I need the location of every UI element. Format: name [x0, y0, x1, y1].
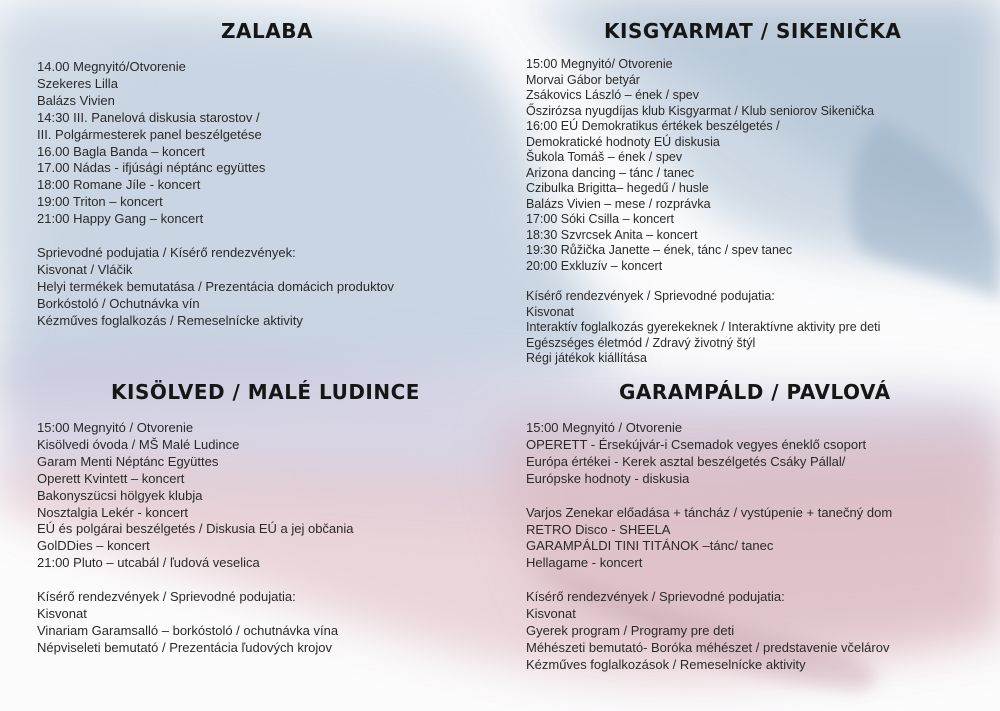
garampald-side-line: Kisvonat	[526, 606, 576, 622]
garampald-side-line: Kézműves foglalkozások / Remeselnícke aktivity	[526, 656, 806, 672]
zalaba-program-line: 18:00 Romane Jíle - koncert	[37, 177, 201, 193]
kisolved-text	[37, 420, 354, 657]
kisolved-program-line: Garam Menti Néptánc Együttes	[37, 453, 219, 469]
kisgyarmat-side-line: Egészséges életmód / Zdravý životný štýl	[526, 335, 756, 350]
zalaba-program-line: 17.00 Nádas - ifjúsági néptánc együttes	[37, 160, 266, 176]
kisgyarmat-program-line: Šukola Tomáš – ének / spev	[526, 150, 683, 164]
zalaba-program-line: 14:30 III. Panelová diskusia starostov /	[37, 109, 260, 125]
garampald-program-line: Európske hodnoty - diskusia	[526, 470, 690, 486]
garampald-program-line: 15:00 Megnyitó / Otvorenie	[526, 420, 683, 435]
kisgyarmat-program-line: 17:00 Sóki Csilla – koncert	[526, 212, 674, 226]
kisolved-side-line: Vinariam Garamsalló – borkóstoló / ochutnávka vína	[37, 622, 339, 638]
zalaba-program-line: 21:00 Happy Gang – koncert	[37, 211, 204, 227]
garampald-program-line: Hellagame - koncert	[526, 555, 643, 571]
garampald-title: GARAMPÁLD / PAVLOVÁ	[619, 380, 891, 404]
garampald-side-heading: Kísérő rendezvények / Sprievodné podujatia:	[526, 589, 785, 605]
kisgyarmat-side-line: Kisvonat	[526, 304, 574, 319]
garampald-side-line: Gyerek program / Programy pre deti	[526, 623, 735, 639]
garampald-program-line: GARAMPÁLDI TINI TITÁNOK –tánc/ tanec	[526, 538, 774, 554]
kisgyarmat-program-line: 16:00 EÚ Demokratikus értékek beszélgetés /	[526, 119, 780, 133]
kisgyarmat-side-line: Régi játékok kiállítása	[526, 351, 647, 365]
kisgyarmat-program-line: Czibulka Brigitta– hegedű / husle	[526, 181, 709, 195]
zalaba-text	[37, 59, 394, 330]
kisolved-side-line: Népviseleti bemutató / Prezentácia ľudových krojov	[37, 639, 332, 655]
zalaba-program-line: 14.00 Megnyitó/Otvorenie	[37, 59, 186, 74]
kisolved-side-line: Kisvonat	[37, 606, 87, 622]
zalaba-program-line: Balázs Vivien	[37, 92, 115, 108]
zalaba-title: ZALABA	[221, 19, 313, 43]
zalaba-program-line: 19:00 Triton – koncert	[37, 194, 163, 210]
kisgyarmat-side-line: Interaktív foglalkozás gyerekeknek / Interaktívne aktivity pre deti	[526, 320, 881, 334]
kisgyarmat-program-line: 18:30 Szvrcsek Anita – koncert	[526, 227, 698, 242]
kisgyarmat-program-line: 20:00 Exkluzív – koncert	[526, 258, 663, 273]
kisolved-program-line: Nosztalgia Lekér - koncert	[37, 504, 189, 520]
garampald-program-line: OPERETT - Érsekújvár-i Csemadok vegyes éneklő csoport	[526, 436, 867, 452]
kisolved-program-line: Operett Kvintett – koncert	[37, 470, 185, 486]
kisolved-program-line: GolDDies – koncert	[37, 538, 150, 554]
zalaba-program-line: Szekeres Lilla	[37, 75, 118, 91]
zalaba-side-line: Helyi termékek bemutatása / Prezentácia domácich produktov	[37, 278, 394, 294]
kisolved-side-heading: Kísérő rendezvények / Sprievodné podujatia:	[37, 589, 296, 605]
zalaba-side-line: Kisvonat / Vláčik	[37, 261, 133, 277]
kisgyarmat-program-line: Zsákovics László – ének / spev	[526, 88, 699, 102]
kisgyarmat-program-line: Őszirózsa nyugdíjas klub Kisgyarmat / Klub seniorov Sikenička	[526, 103, 875, 118]
kisolved-title: KISÖLVED / MALÉ LUDINCE	[111, 380, 420, 404]
kisolved-program-line: 15:00 Megnyitó / Otvorenie	[37, 420, 194, 435]
kisolved-program-line: Bakonyszücsi hölgyek klubja	[37, 487, 203, 503]
kisgyarmat-side-heading: Kísérő rendezvények / Sprievodné podujatia:	[526, 289, 775, 303]
kisgyarmat-program-line: Arizona dancing – tánc / tanec	[526, 165, 695, 180]
kisgyarmat-program-line: 15:00 Megnyitó/ Otvorenie	[526, 57, 673, 71]
kisgyarmat-program-line: Demokratické hodnoty EÚ diskusia	[526, 134, 720, 149]
kisgyarmat-program-line: 19:30 Růžička Janette – ének, tánc / spev tanec	[526, 243, 793, 257]
kisgyarmat-title: KISGYARMAT / SIKENIČKA	[604, 19, 902, 43]
zalaba-side-heading: Sprievodné podujatia / Kísérő rendezvények:	[37, 245, 296, 261]
kisolved-program-line: Kisölvedi óvoda / MŠ Malé Ludince	[37, 436, 240, 452]
zalaba-program-line: 16.00 Bagla Banda – koncert	[37, 143, 205, 159]
garampald-program-line: RETRO Disco - SHEELA	[526, 521, 671, 537]
kisolved-program-line: 21:00 Pluto – utcabál / ľudová veselica	[37, 555, 260, 571]
kisgyarmat-text	[526, 57, 880, 367]
zalaba-program-line: III. Polgármesterek panel beszélgetése	[37, 126, 262, 142]
kisolved-program-line: EÚ és polgárai beszélgetés / Diskusia EÚ a jej občania	[37, 521, 354, 537]
garampald-program-line: Varjos Zenekar előadása + táncház / vystúpenie + tanečný dom	[526, 504, 893, 520]
zalaba-side-line: Borkóstoló / Ochutnávka vín	[37, 295, 200, 311]
kisgyarmat-program-line: Balázs Vivien – mese / rozprávka	[526, 196, 711, 211]
zalaba-side-line: Kézműves foglalkozás / Remeselnícke aktivity	[37, 312, 303, 328]
garampald-program-line: Európa értékei - Kerek asztal beszélgetés Csáky Pállal/	[526, 453, 846, 469]
garampald-side-line: Méhészeti bemutató- Boróka méhészet / predstavenie včelárov	[526, 639, 890, 655]
kisgyarmat-program-line: Morvai Gábor betyár	[526, 72, 640, 87]
garampald-text	[526, 420, 892, 674]
